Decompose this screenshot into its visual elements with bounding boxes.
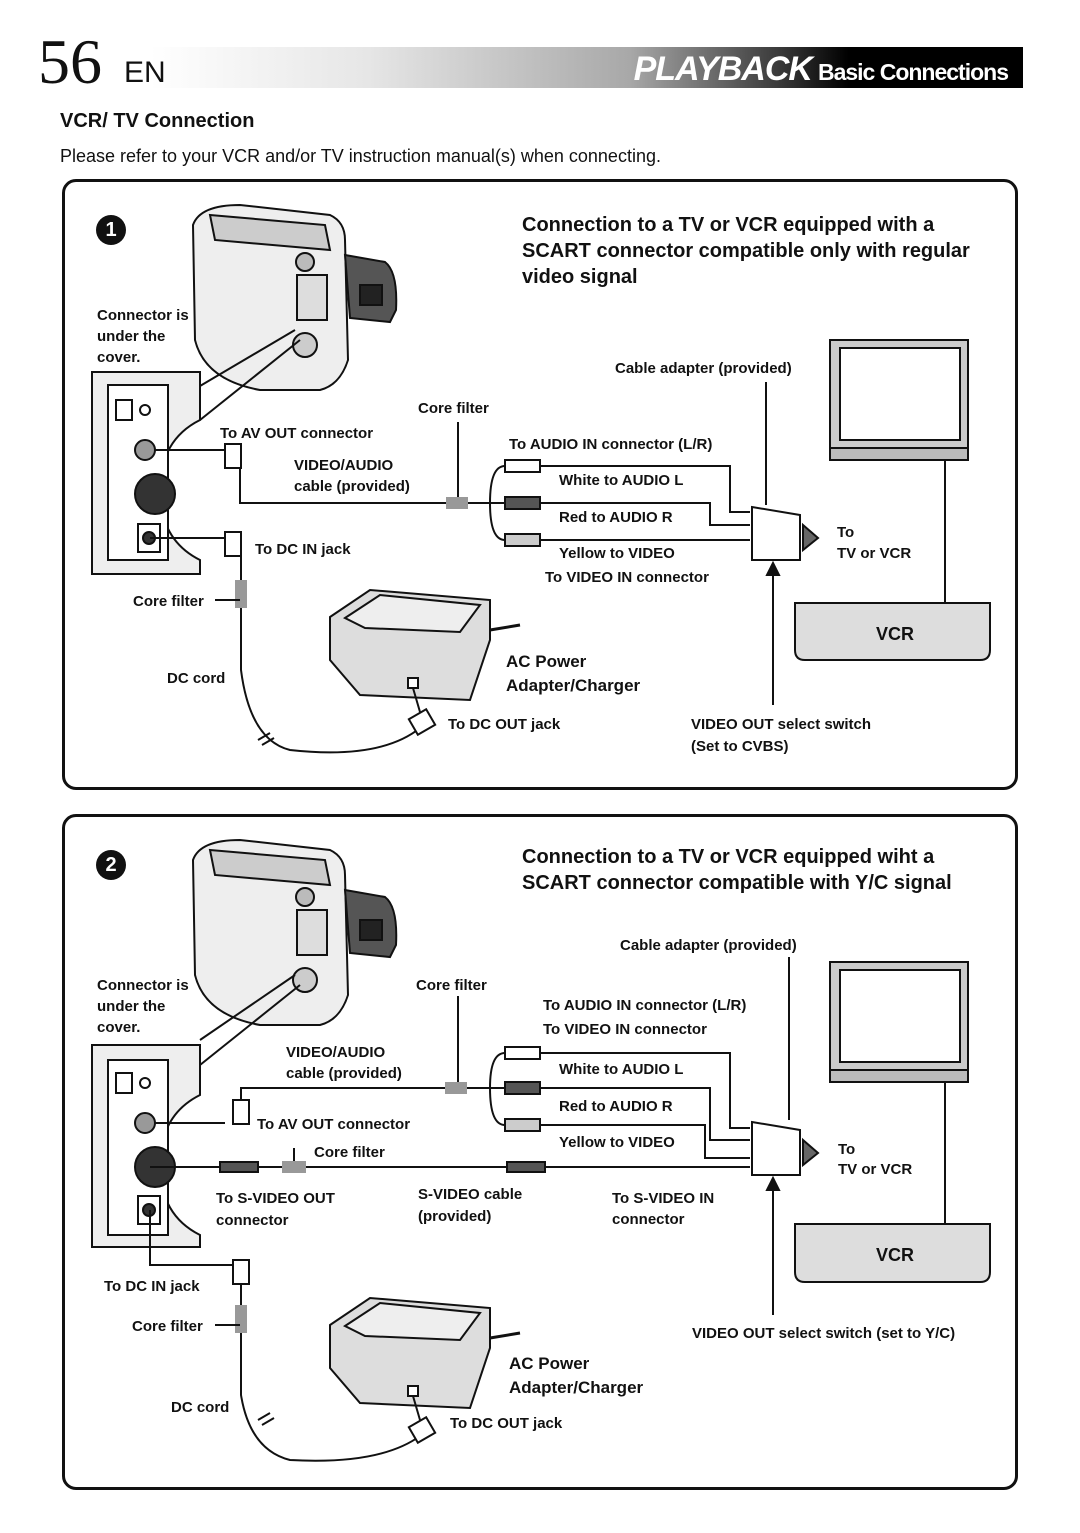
white-plug-label: White to AUDIO L xyxy=(559,1061,684,1078)
to-tv-label-2: TV or VCR xyxy=(838,1161,913,1178)
vcr-label: VCR xyxy=(876,1245,915,1265)
to-dc-out-label: To DC OUT jack xyxy=(450,1415,563,1432)
section-title: VCR/ TV Connection xyxy=(60,110,255,132)
dc-cord-label: DC cord xyxy=(167,670,226,687)
camcorder-illustration-2 xyxy=(193,840,396,1025)
to-svideo-out-label-2: connector xyxy=(216,1212,289,1229)
yellow-plug-label: Yellow to VIDEO xyxy=(559,1134,675,1151)
switch-label-1: VIDEO OUT select switch xyxy=(691,716,872,733)
to-av-out-label: To AV OUT connector xyxy=(257,1116,411,1133)
vcr-label: VCR xyxy=(876,624,915,644)
to-tv-label-1: To xyxy=(838,1141,856,1158)
page-number: 56 xyxy=(38,26,102,97)
white-plug-label: White to AUDIO L xyxy=(559,472,684,489)
red-plug-label: Red to AUDIO R xyxy=(559,1098,673,1115)
core-filter-dc-label: Core filter xyxy=(132,1318,203,1335)
cable-provided-label: cable (provided) xyxy=(286,1065,402,1082)
intro-text: Please refer to your VCR and/or TV instruction manual(s) when connecting. xyxy=(60,146,661,166)
connector-note: Connector is under the cover. xyxy=(97,977,189,1036)
core-filter-dc-label: Core filter xyxy=(133,593,204,610)
ac-power-label-1: AC Power xyxy=(506,652,587,671)
to-dc-in-label: To DC IN jack xyxy=(104,1278,200,1295)
core-filter-cable-label: Core filter xyxy=(416,977,487,994)
to-dc-in-label: To DC IN jack xyxy=(255,541,351,558)
panel-2-number: 2 xyxy=(96,850,126,880)
svideo-cable-label-1: S-VIDEO cable xyxy=(418,1186,523,1203)
cable-adapter-label: Cable adapter (provided) xyxy=(615,360,792,377)
svideo-cable-label-2: (provided) xyxy=(418,1208,492,1225)
switch-label-2: (Set to CVBS) xyxy=(691,738,789,755)
ac-power-label-2: Adapter/Charger xyxy=(506,676,641,695)
header-section: PLAYBACK xyxy=(633,50,812,88)
to-audio-in-label: To AUDIO IN connector (L/R) xyxy=(509,436,713,453)
to-svideo-in-label-2: connector xyxy=(612,1211,685,1228)
to-dc-out-label: To DC OUT jack xyxy=(448,716,561,733)
to-av-out-label: To AV OUT connector xyxy=(220,425,374,442)
cable-name-label: VIDEO/AUDIO xyxy=(294,457,394,474)
to-tv-label-1: To xyxy=(837,524,855,541)
cable-name-label: VIDEO/AUDIO xyxy=(286,1044,386,1061)
to-video-in-label: To VIDEO IN connector xyxy=(545,569,709,586)
yellow-plug-label: Yellow to VIDEO xyxy=(559,545,675,562)
ac-power-label-1: AC Power xyxy=(509,1354,590,1373)
ac-power-label-2: Adapter/Charger xyxy=(509,1378,644,1397)
ac-adapter-illustration-2 xyxy=(330,1298,520,1420)
to-audio-in-label: To AUDIO IN connector (L/R) xyxy=(543,997,747,1014)
switch-label: VIDEO OUT select switch (set to Y/C) xyxy=(692,1325,956,1342)
to-tv-label-2: TV or VCR xyxy=(837,545,912,562)
panel-1-number: 1 xyxy=(96,215,126,245)
core-filter-svideo-label: Core filter xyxy=(314,1144,385,1161)
core-filter-cable-label: Core filter xyxy=(418,400,489,417)
connector-note: Connector is under the cover. xyxy=(97,307,189,366)
to-video-in-label: To VIDEO IN connector xyxy=(543,1021,707,1038)
dc-cord-label: DC cord xyxy=(171,1399,230,1416)
tv-illustration-2 xyxy=(830,962,968,1082)
scart-adapter-illustration-2 xyxy=(752,1122,818,1175)
to-svideo-out-label-1: To S-VIDEO OUT xyxy=(216,1190,335,1207)
cable-provided-label: cable (provided) xyxy=(294,478,410,495)
panel-1-title: Connection to a TV or VCR equipped with a SCART connector compatible only with regular video signal xyxy=(522,214,970,288)
language-code: EN xyxy=(124,56,166,89)
header-subsection: Basic Connections xyxy=(817,59,1008,85)
cable-adapter-label: Cable adapter (provided) xyxy=(620,937,797,954)
panel-2-title: Connection to a TV or VCR equipped wiht a SCART connector compatible with Y/C signal xyxy=(522,846,952,894)
red-plug-label: Red to AUDIO R xyxy=(559,509,673,526)
to-svideo-in-label-1: To S-VIDEO IN xyxy=(612,1190,715,1207)
